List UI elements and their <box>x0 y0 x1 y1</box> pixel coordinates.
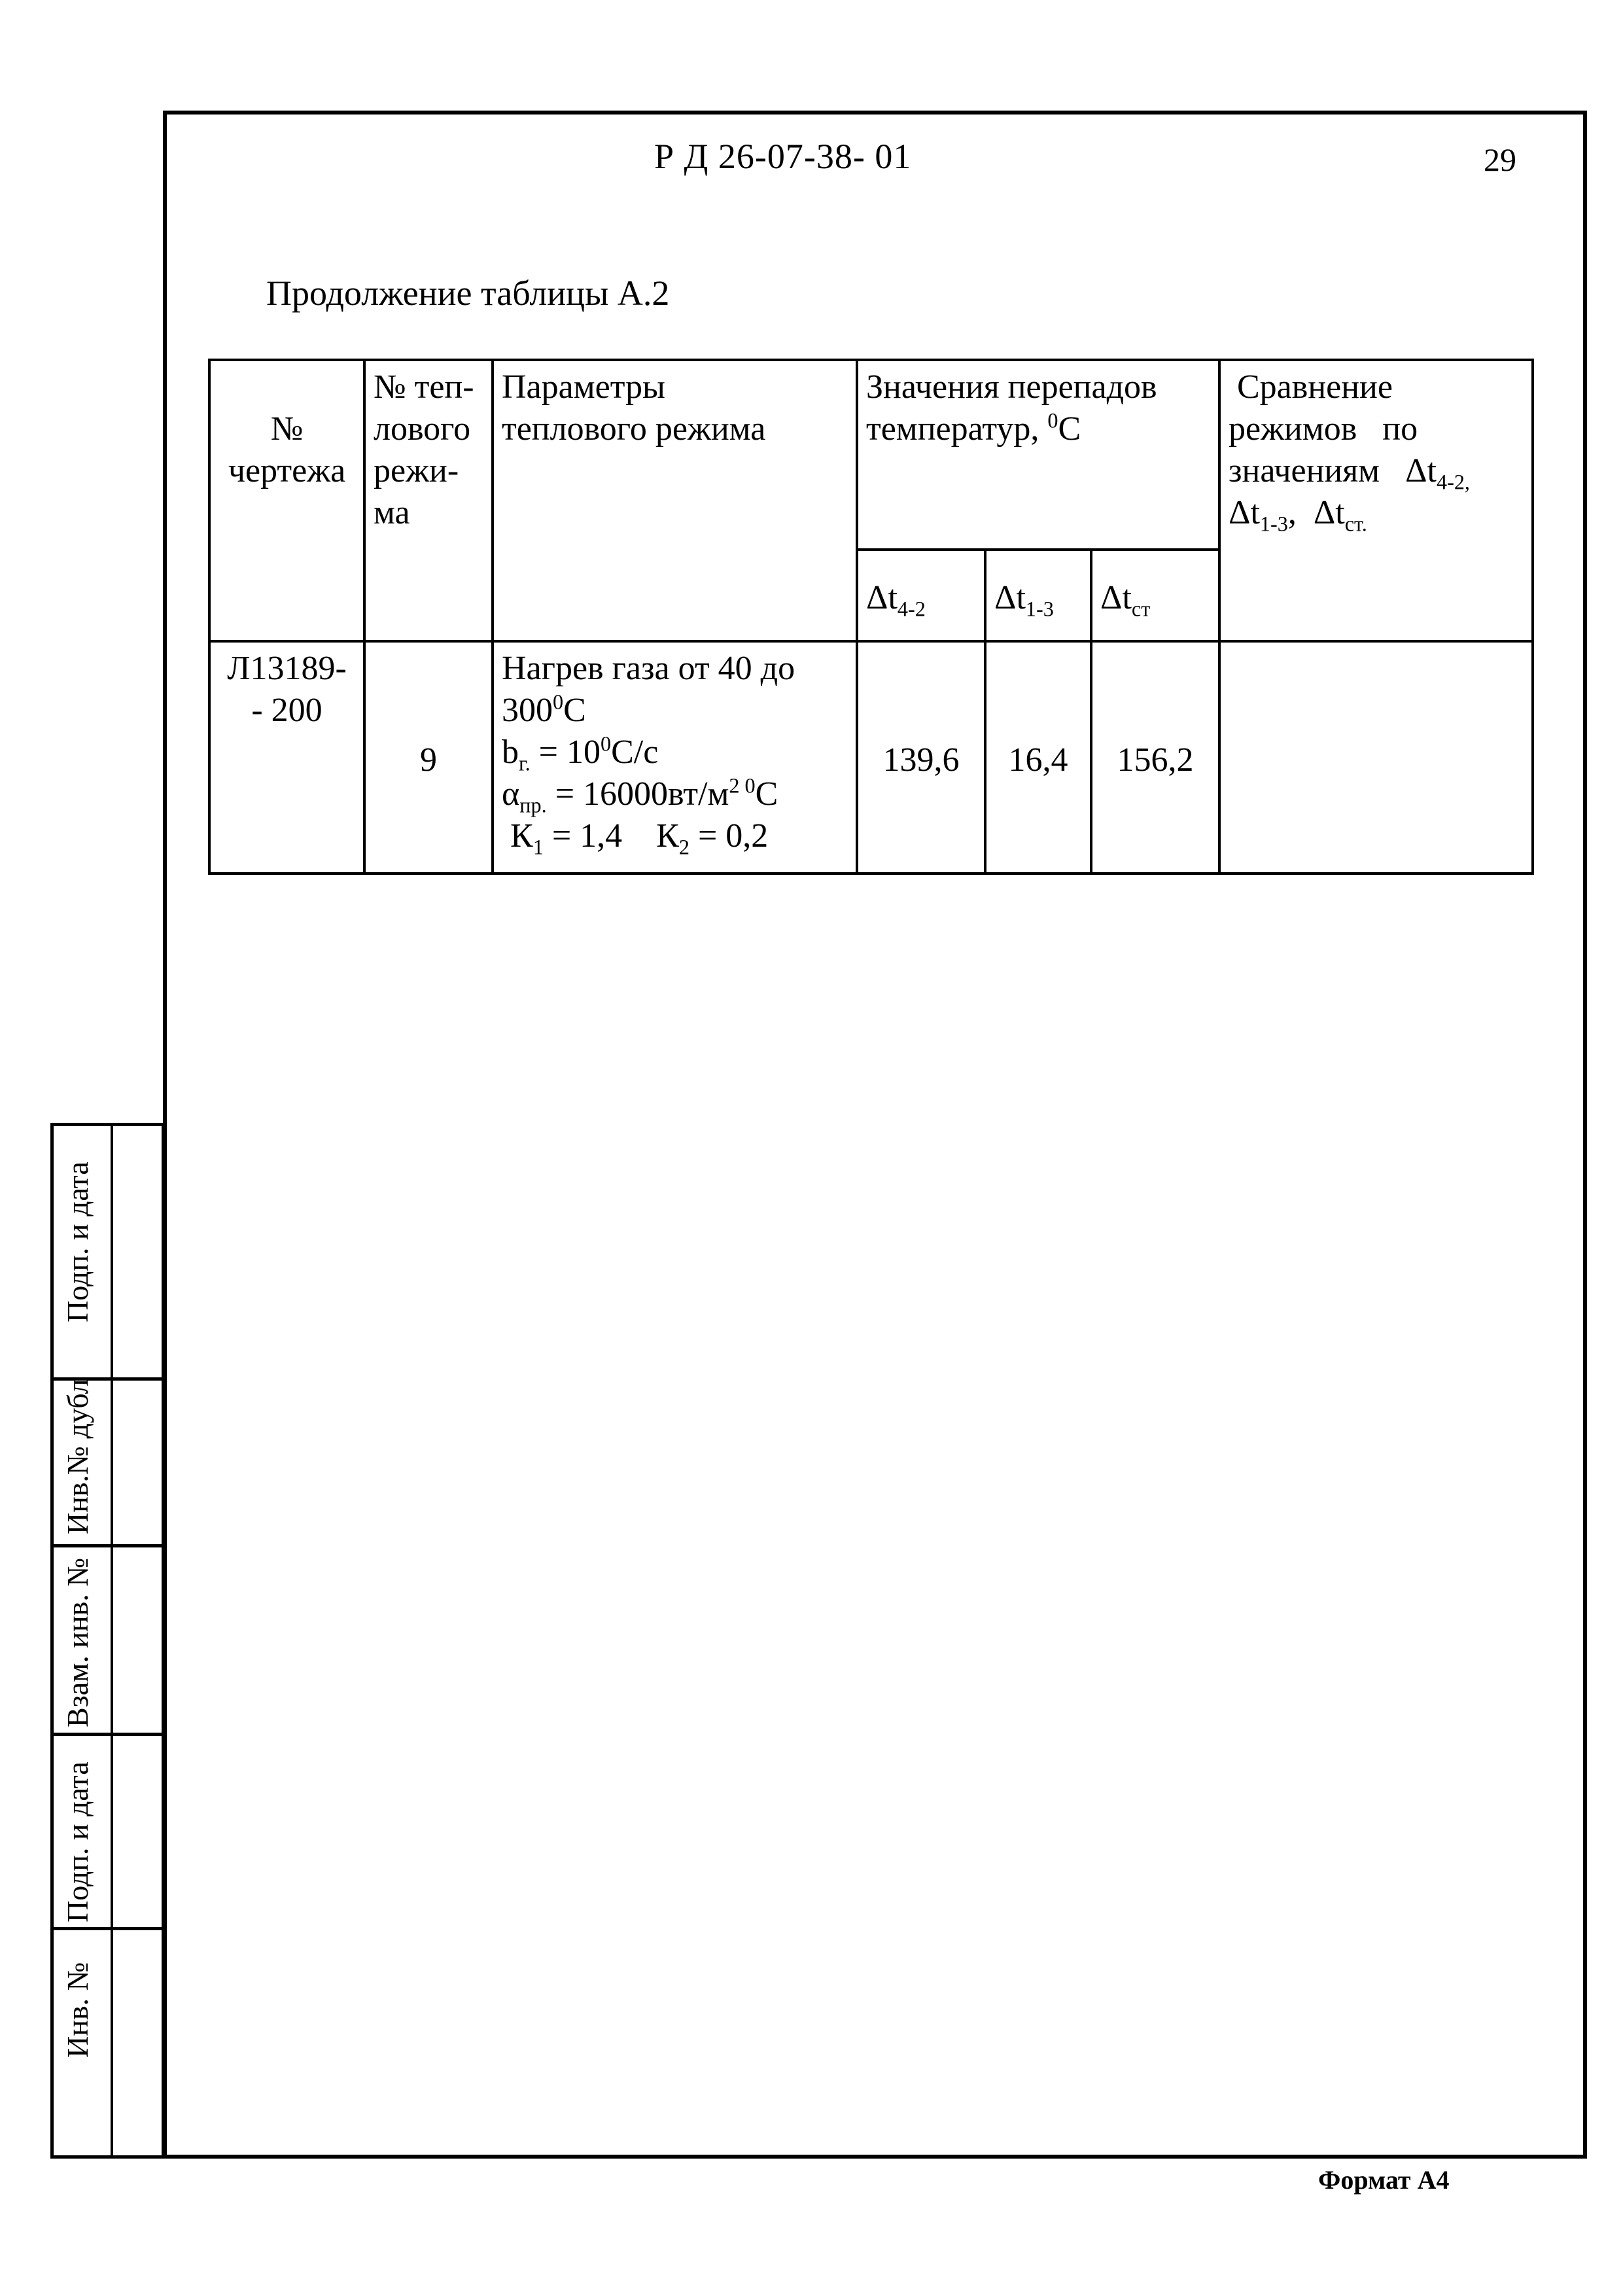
sidebar-row-line <box>54 1544 162 1547</box>
header-temp-diff: Значения перепадов температур, $^0$С <box>857 360 1219 550</box>
cell-dt13: 16,4 <box>985 641 1091 874</box>
header-params: Параметры теплового режима <box>493 360 857 641</box>
cell-dt42: 139,6 <box>857 641 985 874</box>
sidebar-divider <box>111 1126 113 2155</box>
header-comparison: Сравнение режимов по значениям $\Delta t_{4-2,}$ $\Delta t_{1-3}$, $\Delta t_{ст.}$ <box>1219 360 1533 641</box>
param-heating: Нагрев газа от 40 до $300^0С$ <box>502 650 795 729</box>
table-row <box>209 641 1533 874</box>
param-k: $К_1 = 1,4$ $К_2 = 0,2$ <box>502 817 769 859</box>
header-dtst: $\Delta t_{ст}$ <box>1091 550 1219 641</box>
stamp-sidebar: Подп. и дата Инв.№ дубл Взам. инв. № Подп. и дата Инв. № <box>50 1123 165 2159</box>
sidebar-row-line <box>54 1927 162 1930</box>
page-number: 29 <box>1484 141 1516 178</box>
param-alpha: $\alpha_{пр.} = 16000вт/м^{2 0}С$ <box>502 773 778 817</box>
document-code: Р Д 26-07-38- 01 <box>654 137 912 176</box>
format-label: Формат А4 <box>1318 2165 1450 2195</box>
header-mode-no: № теп- лового режи- ма <box>364 360 493 641</box>
cell-comparison <box>1219 641 1533 874</box>
param-rate: $b_{г.} = 10^0С/с$ <box>502 732 659 775</box>
cell-params <box>493 641 857 874</box>
header-drawing-no: № чертежа <box>209 360 364 641</box>
cell-mode-no: 9 <box>364 641 493 874</box>
header-dt42: $\Delta t_{4-2}$ <box>857 550 985 641</box>
cell-drawing-no: Л13189- - 200 <box>209 641 364 874</box>
header-dt13: $\Delta t_{1-3}$ <box>985 550 1091 641</box>
table-caption: Продолжение таблицы А.2 <box>266 274 670 313</box>
sidebar-row-line <box>54 1733 162 1736</box>
cell-dtst: 156,2 <box>1091 641 1219 874</box>
data-table <box>208 359 1534 875</box>
